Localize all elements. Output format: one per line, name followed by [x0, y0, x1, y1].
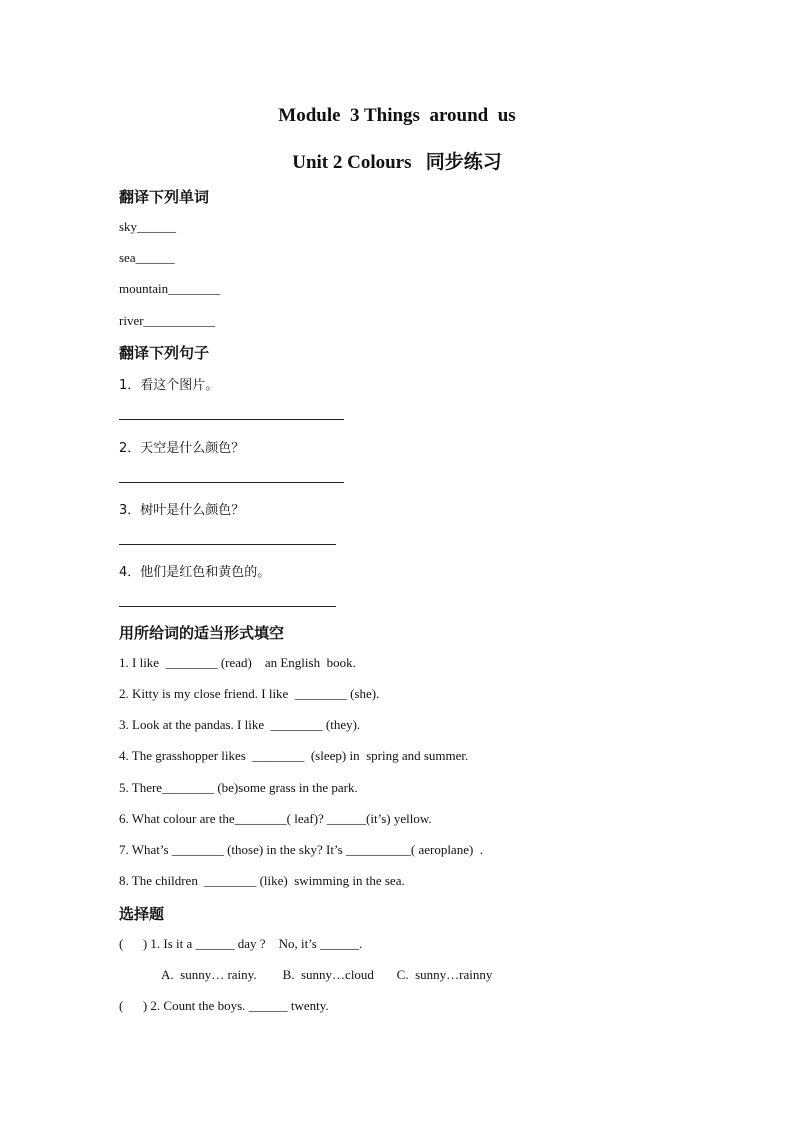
- answer-line-2: [119, 482, 344, 483]
- sentence-item-3: 3．树叶是什么颜色？: [119, 503, 245, 518]
- fill-item-2: 2. Kitty is my close friend. I like ________ (she).: [119, 686, 380, 701]
- answer-line-4: [119, 606, 336, 607]
- fill-item-7: 7. What’s ________ (those) in the sky? It’s __________( aeroplane) .: [119, 842, 484, 857]
- sentence-item-2: 2．天空是什么颜色？: [119, 441, 245, 456]
- title-unit: Unit 2 Colours 同步练习: [292, 152, 502, 173]
- choice-item-2: ( ) 2. Count the boys. ______ twenty.: [119, 998, 329, 1013]
- fill-item-1: 1. I like ________ (read) an English book.: [119, 655, 356, 670]
- choice-options-1: A. sunny… rainy. B. sunny…cloud C. sunny…rainny: [161, 967, 493, 982]
- fill-item-6: 6. What colour are the________( leaf)? ______(it’s) yellow.: [119, 811, 432, 826]
- answer-line-1: [119, 419, 344, 420]
- word-item-river: river___________: [119, 313, 216, 328]
- choice-item-1: ( ) 1. Is it a ______ day ? No, it’s ______.: [119, 936, 363, 951]
- word-item-sea: sea______: [119, 250, 175, 265]
- sentence-item-4: 4．他们是红色和黄色的。: [119, 565, 271, 580]
- heading-fill-blanks: 用所给词的适当形式填空: [119, 624, 285, 642]
- fill-item-5: 5. There________ (be)some grass in the park.: [119, 780, 358, 795]
- word-item-mountain: mountain________: [119, 281, 221, 296]
- heading-translate-words: 翻译下列单词: [119, 188, 210, 206]
- word-item-sky: sky______: [119, 219, 177, 234]
- fill-item-3: 3. Look at the pandas. I like ________ (they).: [119, 717, 361, 732]
- answer-line-3: [119, 544, 336, 545]
- heading-translate-sentences: 翻译下列句子: [119, 344, 210, 362]
- fill-item-8: 8. The children ________ (like) swimming in the sea.: [119, 873, 405, 888]
- title-module: Module 3 Things around us: [278, 105, 516, 126]
- sentence-item-1: 1．看这个图片。: [119, 378, 219, 393]
- heading-choice: 选择题: [119, 905, 165, 923]
- fill-item-4: 4. The grasshopper likes ________ (sleep) in spring and summer.: [119, 748, 469, 763]
